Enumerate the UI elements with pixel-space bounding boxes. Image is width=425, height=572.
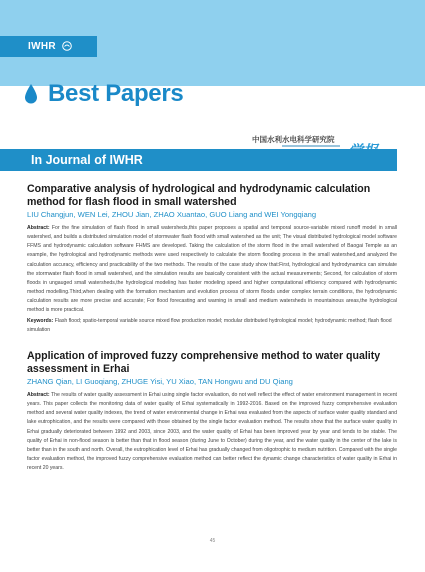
journal-bar-label: In Journal of IWHR [31, 153, 143, 167]
article-2 [27, 350, 397, 473]
keywords-text: Flash flood; spatio-temporal variable source mixed flow production model; modular distributed hydrological model; hydrodynamic method; flash flood simulation [27, 317, 392, 333]
article-title: Application of improved fuzzy comprehensive method to water quality assessment in Erhai [27, 350, 381, 375]
iwhr-emblem-icon [62, 41, 72, 51]
journal-bar [0, 149, 397, 171]
abstract-text: For the fine simulation of flash flood in small watersheds,this paper proposes a spatial and temporal source-variable mixed runoff model in small watershed, and builds a distributed simulation model of stormwater flash flood with small watershed as the unit; The visual distributed hydrological model software FFMS and hydrodynamic calculation software FHMS are developed. Taking the calculation of the storm flood in the small watershed of Baogai Temple as an example, the hydrological and hydrodynamic methods were used respectively to calculate the storm flooding process in the small watershed,and analyzed the calculation accuracy, efficiency and practicability of the two methods. The results of the case study show that:First, hydrological and hydrodynamics can simulate the stormwater flash flood in small watershed, and the simulation results are basically consistent with the actual measurements; Second, for calculation of storm floods in ungauged small watersheds,the hydrological modeling has faster modeling speed and higher computational efficiency compared with hydrodynamic method modelling.Third,when dealing with the formation mechanism and evolution process of storm floods under complex terrain conditions, the hydrodynamic calculation results are more precise and accurate; For flood forecasting and warning in small and medium watersheds in mountainous areas,the hydrological method is more practical. [27, 225, 397, 314]
logo-text: IWHR [28, 41, 56, 52]
page-number: 45 [209, 538, 216, 544]
abstract-label: Abstract: [27, 225, 50, 231]
abstract-text: The results of water quality assessment in Erhai using single factor evaluation, do not well reflect the effect of water environment management in recent years. This paper collects the monitoring data of water quality of Erhai systematically in 1992-2016. Based on the improved fuzzy comprehensive evaluation method and several water quality indexes, the trend of water environmental change in Erhai was evaluated from the aspects of surface water quality standard and lake eutrophication, and the results were compared with those obtained by the single factor evaluation method. The results show that the surface water quality in Erhai gradually deteriorated between 1992 and 2003, since 2003, and the water quality of Erhai has been improved year by year and tends to be stable. The quality of Erhai in non-flood season is better than that in flood season (during June to October) during the year, and the water quality in the center of the lake is better than in the south and north. Overall, the eutrophication level of Erhai has gradually changed from oligotrophic to medium nutrition. Compared with the single factor evaluation method, the improved fuzzy comprehensive evaluation method can better reflect the dynamic change characteristics of water quality in Erhai in recent 20 years. [27, 392, 397, 472]
section-title: Best Papers [48, 80, 184, 107]
water-drop-icon [24, 83, 38, 105]
section-heading [24, 74, 183, 114]
article-1 [27, 183, 397, 335]
article-title: Comparative analysis of hydrological and hydrodynamic calculation method for flash flood in small watershed [27, 183, 371, 208]
masthead-cn-title: 中国水利水电科学研究院 [252, 135, 335, 144]
article-keywords [27, 317, 397, 335]
iwhr-logo [0, 36, 97, 57]
keywords-label: Keywords: [27, 317, 54, 324]
article-abstract [27, 391, 397, 473]
article-abstract [27, 224, 397, 316]
article-authors: ZHANG Qian, LI Guoqiang, ZHUGE Yisi, YU Xiao, TAN Hongwu and DU Qiang [27, 377, 293, 386]
article-authors: LIU Changjun, WEN Lei, ZHOU Jian, ZHAO Xuantao, GUO Liang and WEI Yongqiang [27, 210, 317, 219]
abstract-label: Abstract: [27, 392, 50, 398]
